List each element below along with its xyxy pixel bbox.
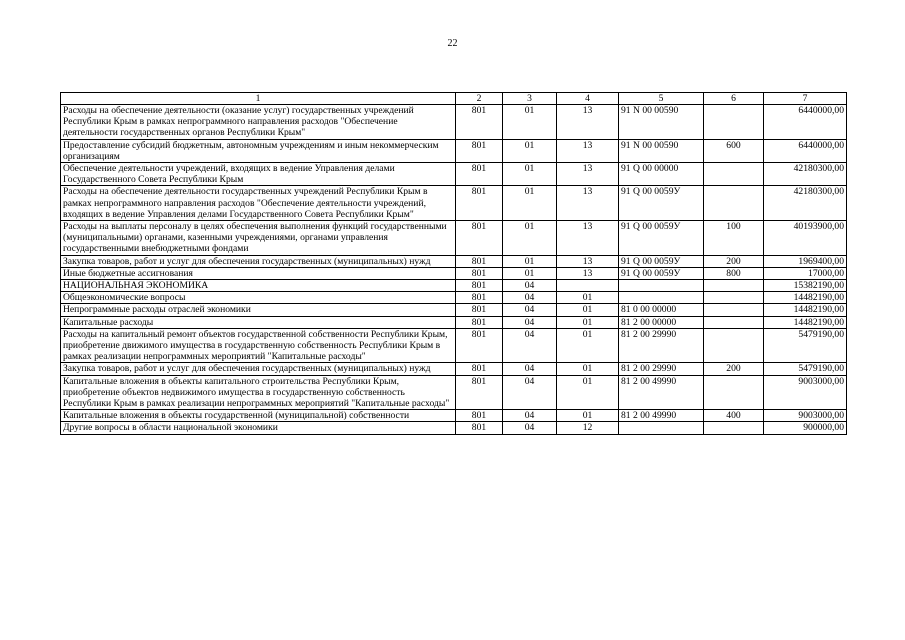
row-code-3: 04: [503, 375, 557, 410]
row-description: Другие вопросы в области национальной экономики: [61, 422, 456, 434]
row-code-3: 04: [503, 363, 557, 375]
row-code-2: 801: [456, 221, 503, 256]
row-code-3: 04: [503, 422, 557, 434]
row-code-4: 13: [557, 105, 619, 140]
row-description: Капитальные вложения в объекты государственной (муниципальной) собственности: [61, 410, 456, 422]
table-row: [61, 292, 847, 304]
row-code-4: 13: [557, 255, 619, 267]
row-code-2: 801: [456, 422, 503, 434]
column-header: 3: [503, 93, 557, 105]
row-code-6: 200: [704, 363, 764, 375]
row-code-4: 01: [557, 375, 619, 410]
table-row: [61, 422, 847, 434]
row-amount: 6440000,00: [764, 139, 847, 162]
row-code-5: 91 N 00 00590: [619, 139, 704, 162]
row-code-3: 01: [503, 105, 557, 140]
row-code-2: 801: [456, 267, 503, 279]
row-description: Непрограммные расходы отраслей экономики: [61, 304, 456, 316]
column-header: 6: [704, 93, 764, 105]
table-row: [61, 139, 847, 162]
row-amount: 14482190,00: [764, 304, 847, 316]
row-code-3: 04: [503, 292, 557, 304]
row-code-4: 13: [557, 139, 619, 162]
row-code-3: 04: [503, 304, 557, 316]
row-code-4: 13: [557, 186, 619, 221]
row-code-4: 01: [557, 304, 619, 316]
row-code-3: 01: [503, 163, 557, 186]
row-code-5: 91 Q 00 0059У: [619, 186, 704, 221]
row-code-5: 91 Q 00 0059У: [619, 221, 704, 256]
row-description: Закупка товаров, работ и услуг для обеспечения государственных (муниципальных) нужд: [61, 255, 456, 267]
row-code-5: [619, 280, 704, 292]
table-row: [61, 375, 847, 410]
row-code-5: 91 Q 00 0059У: [619, 255, 704, 267]
row-code-3: 04: [503, 410, 557, 422]
row-code-5: [619, 292, 704, 304]
page-number: 22: [447, 38, 458, 49]
row-amount: 6440000,00: [764, 105, 847, 140]
row-code-5: 91 N 00 00590: [619, 105, 704, 140]
row-code-2: 801: [456, 304, 503, 316]
row-code-6: [704, 304, 764, 316]
row-code-6: [704, 186, 764, 221]
row-code-3: 01: [503, 186, 557, 221]
row-code-6: [704, 328, 764, 363]
row-description: Капитальные вложения в объекты капитального строительства Республики Крым, приобретение объектов недвижимого имущества в государственную собственность Республики Крым в рамках реализации непрограммных мероприятий "Капитальные расходы": [61, 375, 456, 410]
table-header-row: [61, 93, 847, 105]
table-row: [61, 410, 847, 422]
table-row: [61, 105, 847, 140]
row-code-3: 01: [503, 255, 557, 267]
column-header: 7: [764, 93, 847, 105]
row-code-2: 801: [456, 292, 503, 304]
row-code-6: [704, 105, 764, 140]
row-description: НАЦИОНАЛЬНАЯ ЭКОНОМИКА: [61, 280, 456, 292]
row-code-6: 800: [704, 267, 764, 279]
row-description: Расходы на обеспечение деятельности государственных учреждений Республики Крым в рамках непрограммного направления расходов "Обеспечение деятельности учреждений, входящих в ведение Управления делами Государственного Совета Республики Крым": [61, 186, 456, 221]
row-amount: 17000,00: [764, 267, 847, 279]
row-amount: 40193900,00: [764, 221, 847, 256]
row-code-2: 801: [456, 255, 503, 267]
table-row: [61, 304, 847, 316]
row-code-4: 01: [557, 292, 619, 304]
table-row: [61, 328, 847, 363]
row-amount: 14482190,00: [764, 292, 847, 304]
row-amount: 9003000,00: [764, 410, 847, 422]
row-code-5: 81 2 00 00000: [619, 316, 704, 328]
row-amount: 42180300,00: [764, 186, 847, 221]
row-amount: 9003000,00: [764, 375, 847, 410]
row-code-2: 801: [456, 186, 503, 221]
row-code-4: 13: [557, 221, 619, 256]
table-row: [61, 186, 847, 221]
row-amount: 900000,00: [764, 422, 847, 434]
row-code-6: [704, 422, 764, 434]
row-code-5: [619, 422, 704, 434]
row-description: Расходы на выплаты персоналу в целях обеспечения выполнения функций государственными (муниципальными) органами, казенными учреждениями, органами управления государственными внебюджетными фондами: [61, 221, 456, 256]
row-code-5: 81 2 00 29990: [619, 363, 704, 375]
row-code-5: 81 0 00 00000: [619, 304, 704, 316]
table-row: [61, 221, 847, 256]
row-code-4: 12: [557, 422, 619, 434]
row-code-6: [704, 280, 764, 292]
row-description: Обеспечение деятельности учреждений, входящих в ведение Управления делами Государственного Совета Республики Крым: [61, 163, 456, 186]
row-code-6: 200: [704, 255, 764, 267]
row-description: Предоставление субсидий бюджетным, автономным учреждениям и иным некоммерческим организациям: [61, 139, 456, 162]
row-code-2: 801: [456, 139, 503, 162]
table-row: [61, 255, 847, 267]
row-code-4: 01: [557, 328, 619, 363]
row-code-2: 801: [456, 105, 503, 140]
row-code-4: 01: [557, 363, 619, 375]
row-code-2: 801: [456, 163, 503, 186]
table-row: [61, 363, 847, 375]
row-description: Расходы на капитальный ремонт объектов государственной собственности Республики Крым, приобретение движимого имущества в государственную собственность Республики Крым в рамках реализации непрограммных мероприятий "Капитальные расходы": [61, 328, 456, 363]
row-description: Расходы на обеспечение деятельности (оказание услуг) государственных учреждений Республики Крым в рамках непрограммного направления расходов "Обеспечение деятельности государственных органов Республики Крым": [61, 105, 456, 140]
row-code-6: [704, 163, 764, 186]
row-description: Общеэкономические вопросы: [61, 292, 456, 304]
row-code-3: 01: [503, 267, 557, 279]
row-code-3: 04: [503, 316, 557, 328]
row-code-2: 801: [456, 363, 503, 375]
row-code-5: 81 2 00 49990: [619, 410, 704, 422]
table-row: [61, 280, 847, 292]
row-amount: 15382190,00: [764, 280, 847, 292]
row-code-6: 100: [704, 221, 764, 256]
row-code-2: 801: [456, 410, 503, 422]
row-code-5: 81 2 00 29990: [619, 328, 704, 363]
row-description: Закупка товаров, работ и услуг для обеспечения государственных (муниципальных) нужд: [61, 363, 456, 375]
row-amount: 14482190,00: [764, 316, 847, 328]
row-description: Капитальные расходы: [61, 316, 456, 328]
row-description: Иные бюджетные ассигнования: [61, 267, 456, 279]
row-code-2: 801: [456, 280, 503, 292]
row-code-5: 91 Q 00 0059У: [619, 267, 704, 279]
row-code-6: [704, 375, 764, 410]
row-code-6: [704, 292, 764, 304]
column-header: 2: [456, 93, 503, 105]
row-code-4: 13: [557, 267, 619, 279]
row-code-5: 81 2 00 49990: [619, 375, 704, 410]
row-code-6: [704, 316, 764, 328]
row-code-4: 13: [557, 163, 619, 186]
row-code-5: 91 Q 00 00000: [619, 163, 704, 186]
table-row: [61, 267, 847, 279]
row-amount: 5479190,00: [764, 328, 847, 363]
row-code-3: 01: [503, 221, 557, 256]
row-amount: 5479190,00: [764, 363, 847, 375]
table-row: [61, 316, 847, 328]
row-code-6: 400: [704, 410, 764, 422]
row-code-2: 801: [456, 328, 503, 363]
row-code-3: 04: [503, 328, 557, 363]
row-code-4: [557, 280, 619, 292]
row-code-3: 01: [503, 139, 557, 162]
row-code-4: 01: [557, 410, 619, 422]
column-header: 1: [61, 93, 456, 105]
table-body: [61, 105, 847, 435]
table-row: [61, 163, 847, 186]
row-code-3: 04: [503, 280, 557, 292]
row-amount: 1969400,00: [764, 255, 847, 267]
row-code-4: 01: [557, 316, 619, 328]
budget-table: [60, 92, 847, 435]
column-header: 4: [557, 93, 619, 105]
column-header: 5: [619, 93, 704, 105]
row-code-6: 600: [704, 139, 764, 162]
row-amount: 42180300,00: [764, 163, 847, 186]
row-code-2: 801: [456, 375, 503, 410]
row-code-2: 801: [456, 316, 503, 328]
